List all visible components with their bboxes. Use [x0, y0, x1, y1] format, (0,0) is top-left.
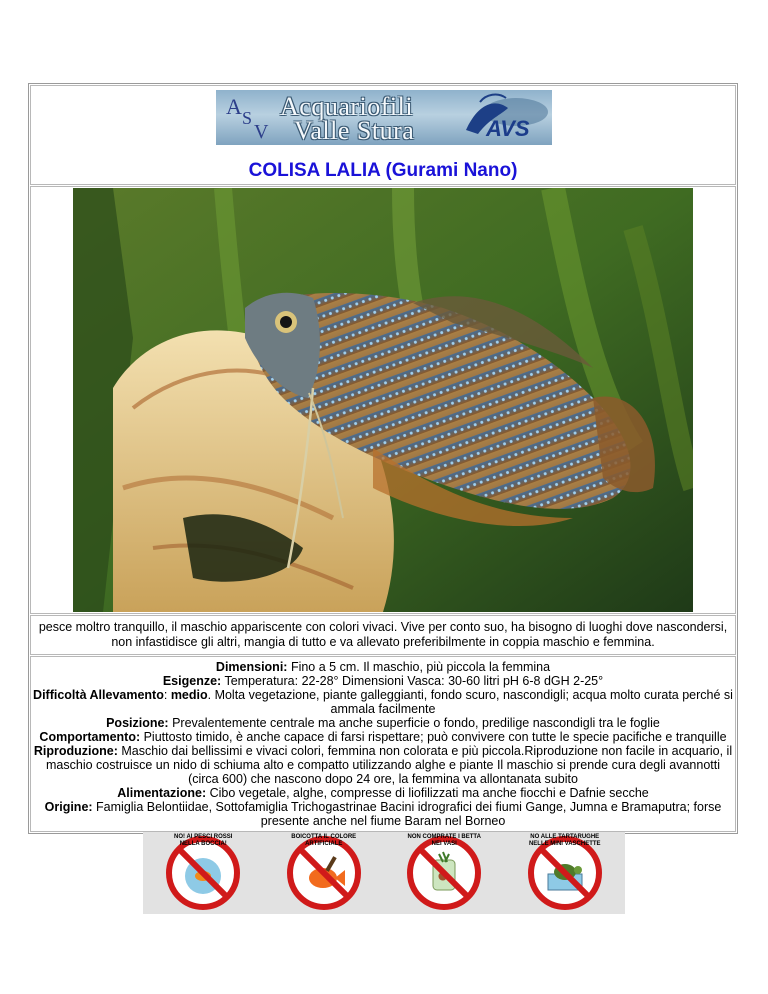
sign-text: BOICOTTA IL COLORE ARTIFICIALE: [291, 834, 357, 847]
facts-cell: [30, 656, 736, 832]
fact-label: Esigenze:: [162, 674, 222, 688]
fact-label: Riproduzione:: [33, 744, 118, 758]
logo-line-1: Acquariofili: [280, 92, 414, 121]
fact-text: :: [163, 688, 171, 702]
fact-text: Famiglia Belontiidae, Sottofamiglia Trichogastrinae Bacini idrografici dei fiumi Gange, Jumna e Bramaputra; forse presente anche nel fiume Baram nel Borneo: [92, 800, 722, 828]
svg-text:V: V: [254, 121, 269, 143]
club-logo: [216, 90, 552, 145]
fact-text: Piuttosto timido, è anche capace di farsi rispettare; può convivere con tutte le specie pacifiche e tranquille: [140, 730, 727, 744]
goldfish-bowl-icon: [164, 834, 242, 912]
logo-avs-mark: AVS: [486, 116, 530, 141]
header-cell: [30, 85, 736, 185]
fact-comportamento: [33, 730, 733, 744]
page-title: COLISA LALIA (Gurami Nano): [248, 160, 518, 181]
logo-line-2: Valle Stura: [294, 116, 415, 145]
sign-artificial-color: [285, 834, 363, 912]
fact-text: Cibo vegetale, alghe, compresse di liofilizzati ma anche fiocchi e Dafnie secche: [206, 786, 649, 800]
fact-label: Dimensioni:: [215, 660, 288, 674]
fact-alimentazione: [33, 786, 733, 800]
fact-label: Alimentazione:: [117, 786, 207, 800]
fact-label: Posizione:: [106, 716, 169, 730]
fact-label: Origine:: [44, 800, 93, 814]
fact-esigenze: [33, 674, 733, 688]
svg-text:A: A: [226, 94, 242, 119]
sign-text: NON COMPRATE I BETTA NEI VASI: [407, 834, 481, 847]
sign-text: NO ALLE TARTARUGHE NELLE MINI VASCHETTE: [528, 834, 601, 847]
sign-betta-jar: [405, 834, 483, 912]
fact-text: Prevalentemente centrale ma anche superficie o fondo, predilige nascondigli tra le foglie: [168, 716, 660, 730]
dwarf-gourami-photo: [73, 188, 693, 612]
dyed-fish-icon: [285, 834, 363, 912]
sign-goldfish-bowl: [164, 834, 242, 912]
fact-posizione: [33, 716, 733, 730]
description-cell: pesce moltro tranquillo, il maschio appariscente con colori vivaci. Vive per conto suo, ha bisogno di luoghi dove nascondersi, non infastidisce gli altri, mangia di tutto e va allevato preferibilmente in coppia maschio e femmina.: [30, 615, 736, 655]
sign-text: NO! AI PESCI ROSSI NELLA BOCCIA!: [174, 834, 233, 847]
fact-text-rest: . Molta vegetazione, piante galleggianti, fondo scuro, nascondigli; acqua molto curata perché si ammala facilmente: [207, 688, 733, 716]
fact-text: Maschio dai bellissimi e vivaci colori, femmina non colorata e più piccola.Riproduzione non facile in acquario, il maschio costruisce un nido di schiuma alto e compatto utilizzando alghe e piante Il maschio si prende cura degli avannotti (circa 600) che nascono dopo 24 ore, la femmina va allontanata subito: [46, 744, 733, 786]
fact-label: Comportamento:: [39, 730, 141, 744]
fact-riproduzione: [33, 744, 733, 786]
turtle-tank-icon: [526, 834, 604, 912]
betta-jar-icon: [405, 834, 483, 912]
fact-strong: medio: [170, 688, 208, 702]
fact-text: Fino a 5 cm. Il maschio, più piccola la femmina: [287, 660, 551, 674]
svg-text:S: S: [242, 108, 253, 128]
fact-text: Temperatura: 22-28° Dimensioni Vasca: 30-60 litri pH 6-8 dGH 2-25°: [221, 674, 604, 688]
campaign-banner: [143, 832, 625, 914]
content-table: [28, 83, 738, 834]
fact-origine: [33, 800, 733, 828]
asv-monogram-icon: [220, 90, 280, 145]
fact-label: Difficoltà Allevamento: [33, 688, 164, 702]
photo-cell: [30, 186, 736, 614]
fact-difficolta: [33, 688, 733, 716]
fact-dimensioni: [33, 660, 733, 674]
sign-turtle-tank: [526, 834, 604, 912]
